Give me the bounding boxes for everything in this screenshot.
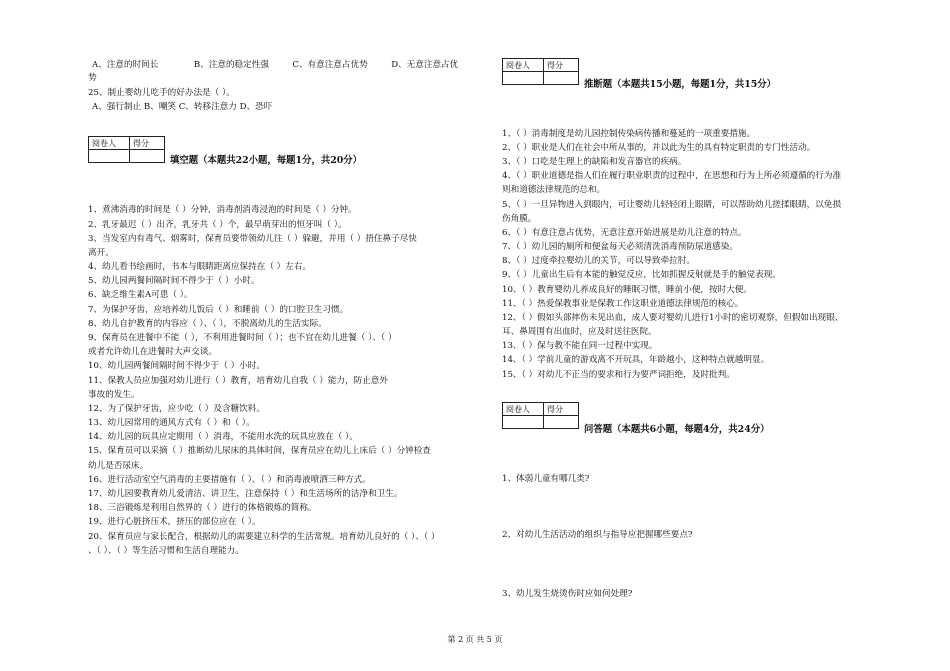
fill-item: 9、保育员在进餐中不能（ ），不利用进餐时间（ ）；也不宜在幼儿进餐（ ）、（ ） xyxy=(88,333,397,343)
fill-item: 4、幼儿看书绘画时，书本与眼睛距离应保持在（ ）左右。 xyxy=(88,262,312,272)
judge-item: 11、（ ）热爱保教事业是保教工作这职业道德法律规范的核心。 xyxy=(502,299,744,309)
qa-section-title: 问答题（本题共6小题，每题4分，共24分） xyxy=(584,424,770,435)
qa-item: 2、对幼儿生活活动的组织与指导应把握哪些要点? xyxy=(502,530,693,540)
reviewer-label: 阅卷人 xyxy=(503,59,544,72)
q24-options xyxy=(92,60,458,71)
score-label: 得分 xyxy=(544,59,579,72)
qa-item: 1、体弱儿童有哪几类? xyxy=(502,474,590,484)
fill-item: 13、幼儿园常用的通风方式有（ ）和（ ）。 xyxy=(88,418,255,428)
fill-item: 8、幼儿自护教育的内容应（ ）、（ ），不脱离幼儿的生活实际。 xyxy=(88,319,327,329)
fill-item: 1、煮沸消毒的时间是（ ）分钟，消毒剂消毒浸泡的时间是（ ）分钟。 xyxy=(88,205,357,215)
fill-score-box xyxy=(88,136,165,163)
judge-item: 3、（ ）口吃是生理上的缺陷和发音器官的疾病。 xyxy=(502,157,687,167)
judge-item: 则和道德法律规范的总和。 xyxy=(502,185,606,195)
fill-item: 6、缺乏维生素A可患（ ）。 xyxy=(88,290,193,300)
fill-item: 15、保育员可以采摘（ ）推断幼儿尿床的具体时间，保育员应在幼儿上床后（ ）分钟检查 xyxy=(88,446,431,456)
judge-item: 5、（ ）一旦异物进入到眼内，可让婴幼儿轻轻闭上眼睛，可以帮助幼儿搓揉眼睛，以免损 xyxy=(502,200,842,210)
fill-item: 2、乳牙最迟（ ）出齐，乳牙共（ ）个，最早萌芽出的恒牙叫（ ）。 xyxy=(88,220,347,230)
q24-option-d: D、无意注意占优 xyxy=(391,60,459,70)
score-label: 得分 xyxy=(544,403,579,416)
judge-item: 10、（ ）教育婴幼儿养成良好的睡眠习惯，睡前小便，按时大便。 xyxy=(502,285,752,295)
judge-item: 8、（ ）过度牵拉婴幼儿的关节，可以导致牵拉肘。 xyxy=(502,256,695,266)
fill-section-title: 填空题（本题共22小题，每题1分，共20分） xyxy=(170,155,362,166)
fill-item: 事故的发生。 xyxy=(88,390,140,400)
fill-item: 或者允许幼儿在进餐时大声交谈。 xyxy=(88,347,217,357)
reviewer-cell xyxy=(89,150,130,163)
judge-item: 2、（ ）职业是人们在社会中所从事的，并以此为生的具有特定职责的专门性活动。 xyxy=(502,143,816,153)
q24-option-a: A、注意的时间长 xyxy=(92,60,159,70)
fill-item: 幼儿是否尿床。 xyxy=(88,461,149,471)
score-cell xyxy=(544,72,579,85)
fill-item: 12、为了保护牙齿，应少吃（ ）及含糖饮料。 xyxy=(88,404,265,414)
judge-item: 15、（ ）对幼儿不正当的要求和行为要严词拒绝，及时批判。 xyxy=(502,370,735,380)
judge-item: 13、（ ）保与教不能在同一过程中实现。 xyxy=(502,341,658,351)
fill-item: 7、为保护牙齿，应培养幼儿饭后（ ）和睡前（ ）的口腔卫生习惯。 xyxy=(88,305,349,315)
fill-item: 19、进行心脏挤压术，挤压的部位应在（ ）。 xyxy=(88,517,261,527)
fill-item: 离开。 xyxy=(88,248,114,258)
q24-option-c: C、有意注意占优势 xyxy=(292,60,368,70)
fill-item: 3、当发室内有毒气、烟雾时，保育员要带领幼儿往（ ）躲避，并用（ ）捂住鼻子尽快 xyxy=(88,234,417,244)
judge-score-box xyxy=(502,58,579,85)
judge-item: 7、（ ）幼儿园的厕所和便盆每天必须清洗消毒预防尿道感染。 xyxy=(502,242,738,252)
score-cell xyxy=(130,150,165,163)
fill-item: 18、三浴锻炼是利用自然界的（ ）进行的体格锻炼的简称。 xyxy=(88,503,317,513)
q24-option-b: B、注意的稳定性强 xyxy=(193,60,269,70)
q25-options: A、强行制止 B、嘲笑 C、转移注意力 D、恐吓 xyxy=(92,102,273,112)
judge-item: 4、（ ）职业道德是指人们在履行职业职责的过程中，在思想和行为上所必须遵循的行为准 xyxy=(502,171,842,181)
fill-item: 20、保育员应与家长配合，根据幼儿的需要建立科学的生活常规。培育幼儿良好的（ ）、（ ） xyxy=(88,532,440,542)
fill-item: 5、幼儿园两餐间隔时间不得少于（ ）小时。 xyxy=(88,276,260,286)
q25-question: 25、制止婴幼儿吃手的好办法是（ ）。 xyxy=(88,88,235,98)
q24-continuation: 势 xyxy=(88,73,97,83)
judge-item: 6、（ ）有意注意占优势，无意注意开始进展是幼儿注意的特点。 xyxy=(502,228,747,238)
judge-item: 12、（ ）假如头部摔伤未见出血，成人要对婴幼儿进行1小时的密切观察，但假如出现眼、 xyxy=(502,313,844,323)
fill-item: 11、保教人员应加强对幼儿进行（ ）教育，培育幼儿自我（ ）能力，防止意外 xyxy=(88,376,388,386)
fill-item: 17、幼儿园要教育幼儿爱清洁、讲卫生，注意保持（ ）和生活场所的洁净和卫生。 xyxy=(88,489,403,499)
fill-item: 、（ ）、（ ）等生活习惯和生活自理能力。 xyxy=(88,546,244,556)
reviewer-cell xyxy=(503,416,544,429)
fill-item: 14、幼儿园的玩具应定期用（ ）消毒，不能用水洗的玩具应放在（ ）。 xyxy=(88,432,358,442)
page-footer: 第 2 页 共 5 页 xyxy=(447,635,503,644)
reviewer-cell xyxy=(503,72,544,85)
judge-item: 14、（ ）学前儿童的游戏离不开玩具，年龄越小，这种特点就越明显。 xyxy=(502,355,770,365)
qa-item: 3、幼儿发生烧烫伤时应如何处理? xyxy=(502,589,633,599)
judge-section-title: 推断题（本题共15小题，每题1分，共15分） xyxy=(584,79,776,90)
score-cell xyxy=(544,416,579,429)
score-label: 得分 xyxy=(130,137,165,150)
judge-item: 9、（ ）儿童出生后有本能的触觉反应，比如抓握反射就是手的触觉表现。 xyxy=(502,270,781,280)
fill-item: 10、幼儿园两餐间隔时间不得少于（ ）小时。 xyxy=(88,361,265,371)
judge-item: 伤角膜。 xyxy=(502,214,537,224)
judge-item: 1、（ ）消毒制度是幼儿园控制传染病传播和蔓延的一项重要措施。 xyxy=(502,129,756,139)
reviewer-label: 阅卷人 xyxy=(89,137,130,150)
qa-score-box xyxy=(502,402,579,429)
reviewer-label: 阅卷人 xyxy=(503,403,544,416)
judge-item: 耳、鼻周围有出血时，应及时送往医院。 xyxy=(502,327,657,337)
fill-item: 16、进行活动室空气消毒的主要措施有（ ）、（ ）和消毒液喷洒三种方式。 xyxy=(88,475,371,485)
